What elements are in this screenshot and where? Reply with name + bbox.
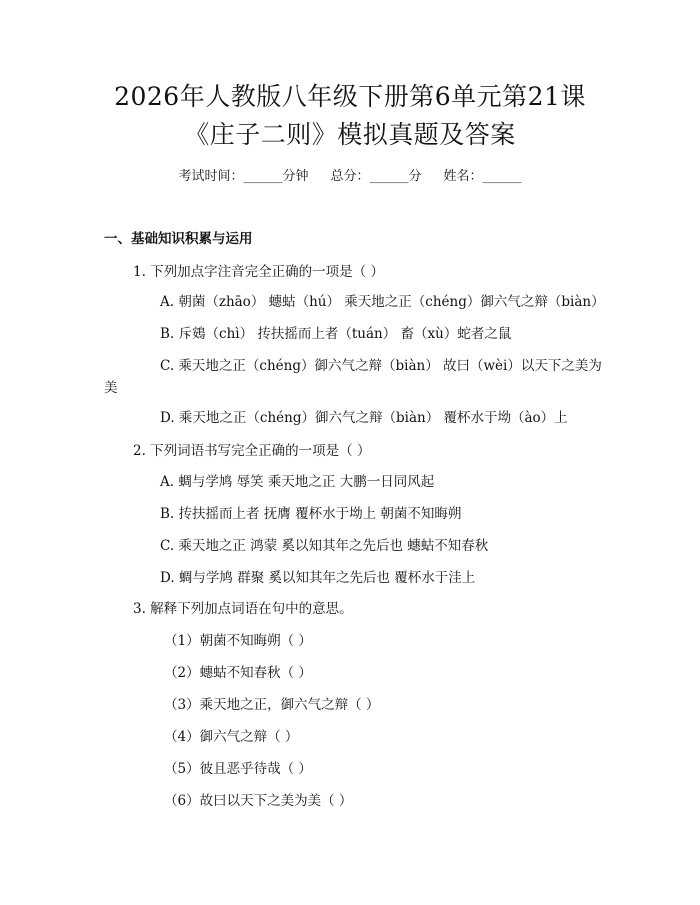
question-2-option-c: C. 乘天地之正 鸿蒙 奚以知其年之先后也 蟪蛄不知春秋 [160, 538, 489, 554]
question-3-item: （4）御六气之辩（ ） [164, 729, 299, 745]
question-3-item: （2）蟪蛄不知春秋（ ） [164, 665, 312, 681]
question-1-option-b: B. 斥鴳（chì） 抟扶摇而上者（tuán） 畜（xù）蛇者之鼠 [160, 326, 512, 342]
question-1-option-a: A. 朝菌（zhāo） 蟪蛄（hú） 乘天地之正（chéng）御六气之辩（biàn） [160, 294, 605, 310]
question-2-option-a: A. 蜩与学鸠 辱笑 乘天地之正 大鹏一日同风起 [160, 474, 435, 490]
question-3-item: （5）彼且恶乎待哉（ ） [164, 761, 312, 777]
question-2-stem: 2. 下列词语书写完全正确的一项是（ ） [133, 443, 371, 459]
section-heading: 一、基础知识积累与运用 [104, 231, 253, 247]
question-3-item: （1）朝菌不知晦朔（ ） [164, 633, 312, 649]
question-3-item: （6）故曰以天下之美为美（ ） [164, 793, 353, 809]
question-1-stem: 1. 下列加点字注音完全正确的一项是（ ） [133, 264, 384, 280]
question-2-option-b: B. 抟扶摇而上者 抚膺 覆杯水于坳上 朝菌不知晦朔 [160, 506, 462, 522]
exam-name: 姓名：______ [443, 169, 522, 184]
exam-time: 考试时间：______分钟 [178, 169, 309, 184]
question-1-option-c-wrap: 美 [104, 380, 118, 396]
question-3-item: （3）乘天地之正，御六气之辩（ ） [164, 697, 380, 713]
question-1-option-c: C. 乘天地之正（chéng）御六气之辩（biàn） 故曰（wèi）以天下之美为 [160, 358, 602, 374]
document-title-line-1: 2026年人教版八年级下册第6单元第21课 [114, 82, 586, 111]
question-2-option-d: D. 蜩与学鸠 群聚 奚以知其年之先后也 覆杯水于洼上 [160, 570, 476, 586]
exam-score: 总分：______分 [330, 169, 422, 184]
question-1-option-d: D. 乘天地之正（chéng）御六气之辩（biàn） 覆杯水于坳（ào）上 [160, 410, 568, 426]
document-title-line-2: 《庄子二则》模拟真题及答案 [184, 120, 516, 149]
exam-meta [0, 167, 700, 187]
question-3-stem: 3. 解释下列加点词语在句中的意思。 [133, 601, 353, 617]
